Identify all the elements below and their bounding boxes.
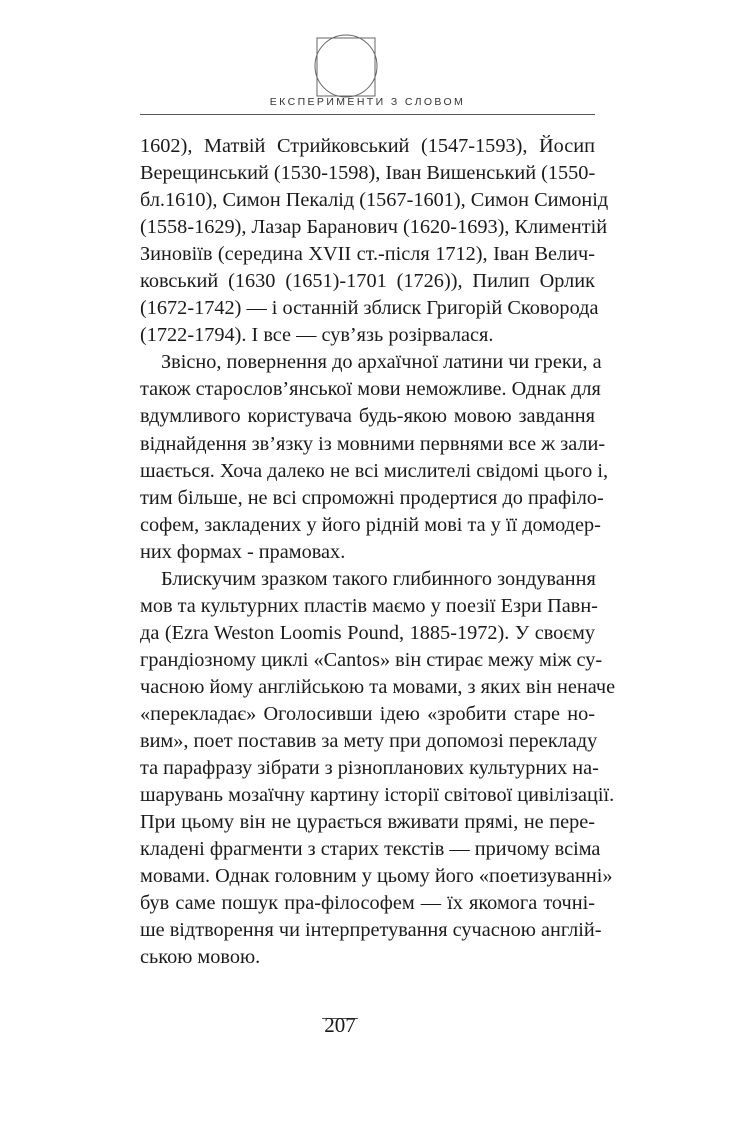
text-line: та парафразу зібрати з різнопланових культурних на- bbox=[140, 757, 599, 780]
text-line: грандіозному циклі «Cantos» він стирає межу між су- bbox=[140, 648, 603, 671]
text-line: 1602), Матвій Стрийковський (1547-1593), Йосип bbox=[140, 135, 595, 157]
running-head-title: ЕКСПЕРИМЕНТИ З СЛОВОМ bbox=[269, 96, 466, 108]
text-line: шається. Хоча далеко не всі мислителі свідомі цього і, bbox=[140, 459, 609, 482]
text-line: часною йому англійською та мовами, з яких він неначе bbox=[140, 675, 616, 698]
text-line: Верещинський (1530-1598), Іван Вишенський (1550- bbox=[140, 162, 596, 185]
text-line: вим», поет поставив за мету при допомозі перекладу bbox=[140, 730, 598, 753]
paragraph-2 bbox=[140, 349, 609, 565]
text-line: мов та культурних пластів маємо у поезії Езри Павн- bbox=[140, 594, 598, 617]
text-line: тим більше, не всі спроможні продертися до прафіло- bbox=[140, 486, 604, 509]
text-line: віднайдення зв’язку із мовними первнями все ж зали- bbox=[140, 432, 606, 455]
text-line: них формах - прамовах. bbox=[140, 540, 346, 563]
text-line: «перекладає» Оголосивши ідею «зробити старе но- bbox=[140, 702, 595, 725]
text-line: софем, закладених у його рідній мові та у її домодер- bbox=[140, 513, 601, 536]
text-line: да (Ezra Weston Loomis Pound, 1885-1972). У своєму bbox=[140, 621, 595, 644]
text-line: бл.1610), Симон Пекалід (1567-1601), Симон Симонід bbox=[140, 189, 609, 212]
text-line: ською мовою. bbox=[140, 946, 261, 969]
page-number: 207 bbox=[324, 1013, 356, 1037]
text-line: Звісно, повернення до архаїчної латини чи греки, а bbox=[161, 351, 602, 374]
text-line: (1722-1794). І все — сув’язь розірвалася. bbox=[140, 324, 494, 347]
text-line: кладені фрагменти з старих текстів — причому всіма bbox=[140, 838, 601, 861]
text-line: вдумливого користувача будь-якою мовою завдання bbox=[140, 405, 595, 428]
text-line: ковський (1630 (1651)-1701 (1726)), Пилип Орлик bbox=[140, 270, 595, 293]
text-line: мовами. Однак головним у цьому його «поетизуванні» bbox=[140, 865, 613, 888]
text-line: був саме пошук пра-філософем — їх якомога точні- bbox=[140, 892, 595, 915]
circle-square-emblem-icon bbox=[311, 34, 383, 98]
text-line: шарувань мозаїчну картину історії світової цивілізації. bbox=[140, 784, 615, 807]
text-line: Блискучим зразком такого глибинного зондування bbox=[161, 567, 596, 590]
paragraph-1 bbox=[140, 133, 609, 349]
paragraph-3 bbox=[140, 566, 616, 972]
header-rule bbox=[140, 114, 595, 115]
text-line: ше відтворення чи інтерпретування сучасною англій- bbox=[140, 919, 602, 942]
text-line: Зиновіїв (середина XVII ст.-після 1712), Іван Велич- bbox=[140, 243, 595, 266]
text-line: При цьому він не цурається вживати прямі, не пере- bbox=[140, 811, 595, 834]
text-line: (1558-1629), Лазар Баранович (1620-1693), Климентій bbox=[140, 216, 608, 239]
text-line: також старослов’янської мови неможливе. Однак для bbox=[140, 378, 601, 401]
body-text bbox=[140, 133, 616, 971]
text-line: (1672-1742) — і останній зблиск Григорій Сковорода bbox=[140, 297, 599, 320]
